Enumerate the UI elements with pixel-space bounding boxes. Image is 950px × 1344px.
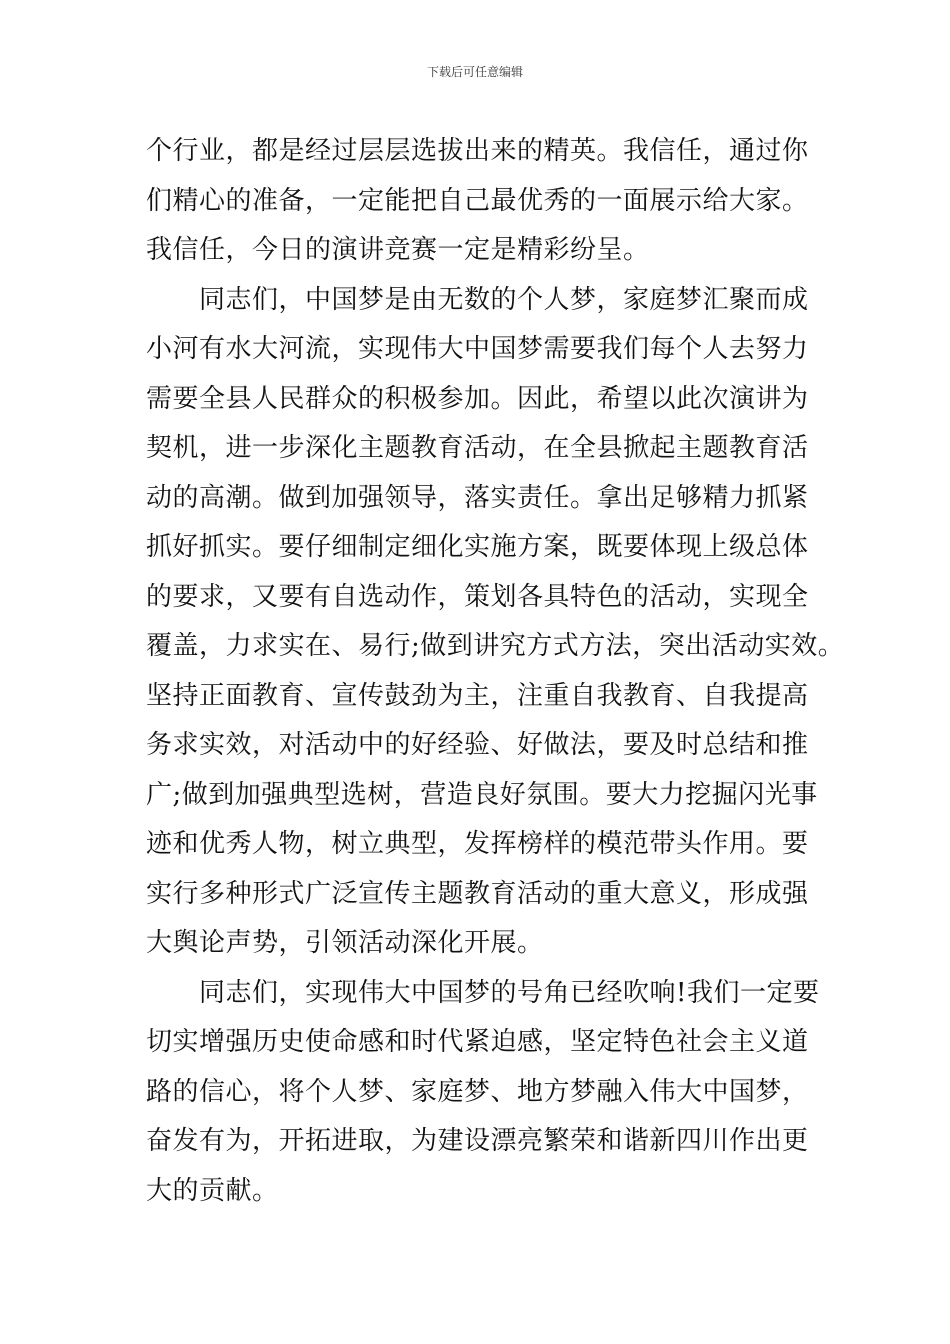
text-line: 需要全县人民群众的积极参加。因此，希望以此次演讲为 [146,383,809,414]
text-line: 路的信心，将个人梦、家庭梦、地方梦融入伟大中国梦， [146,1076,809,1107]
text-line: 契机，进一步深化主题教育活动，在全县掀起主题教育活 [146,433,809,463]
text-line: 个行业，都是经过层层选拔出来的精英。我信任，通过你 [146,136,809,166]
text-line: 的要求，又要有自选动作，策划各具特色的活动，实现全 [146,581,809,612]
text-line: 坚持正面教育、宣传鼓劲为主，注重自我教育、自我提高 [146,680,809,711]
text-line: 抓好抓实。要仔细制定细化实施方案，既要体现上级总体 [146,532,809,562]
text-line: 切实增强历史使命感和时代紧迫感，坚定特色社会主义道 [146,1027,809,1057]
text-line: 迹和优秀人物，树立典型，发挥榜样的模范带头作用。要 [146,829,809,859]
text-line: 动的高潮。做到加强领导，落实责任。拿出足够精力抓紧 [146,482,809,513]
text-line: 奋发有为，开拓进取，为建设漂亮繁荣和谐新四川作出更 [146,1126,809,1156]
text-line: 小河有水大河流，实现伟大中国梦需要我们每个人去努力 [146,334,809,364]
text-line: 务求实效，对活动中的好经验、好做法，要及时总结和推 [146,730,809,760]
text-line: 们精心的准备，一定能把自己最优秀的一面展示给大家。 [146,185,809,216]
text-line: 大的贡献。 [146,1175,279,1206]
text-line: 同志们，实现伟大中国梦的号角已经吹响!我们一定要 [146,977,820,1008]
page-header: 下载后可任意编辑 [426,65,523,79]
text-line: 广;做到加强典型选树，营造良好氛围。要大力挖掘闪光事 [146,779,818,810]
text-line: 我信任，今日的演讲竞赛一定是精彩纷呈。 [146,235,650,265]
body-text [146,127,845,1216]
text-line: 实行多种形式广泛宣传主题教育活动的重大意义，形成强 [146,878,809,909]
text-line: 覆盖，力求实在、易行;做到讲究方式方法，突出活动实效。 [146,631,845,661]
text-line: 大舆论声势，引领活动深化开展。 [146,928,544,958]
text-line: 同志们，中国梦是由无数的个人梦，家庭梦汇聚而成 [146,284,809,315]
